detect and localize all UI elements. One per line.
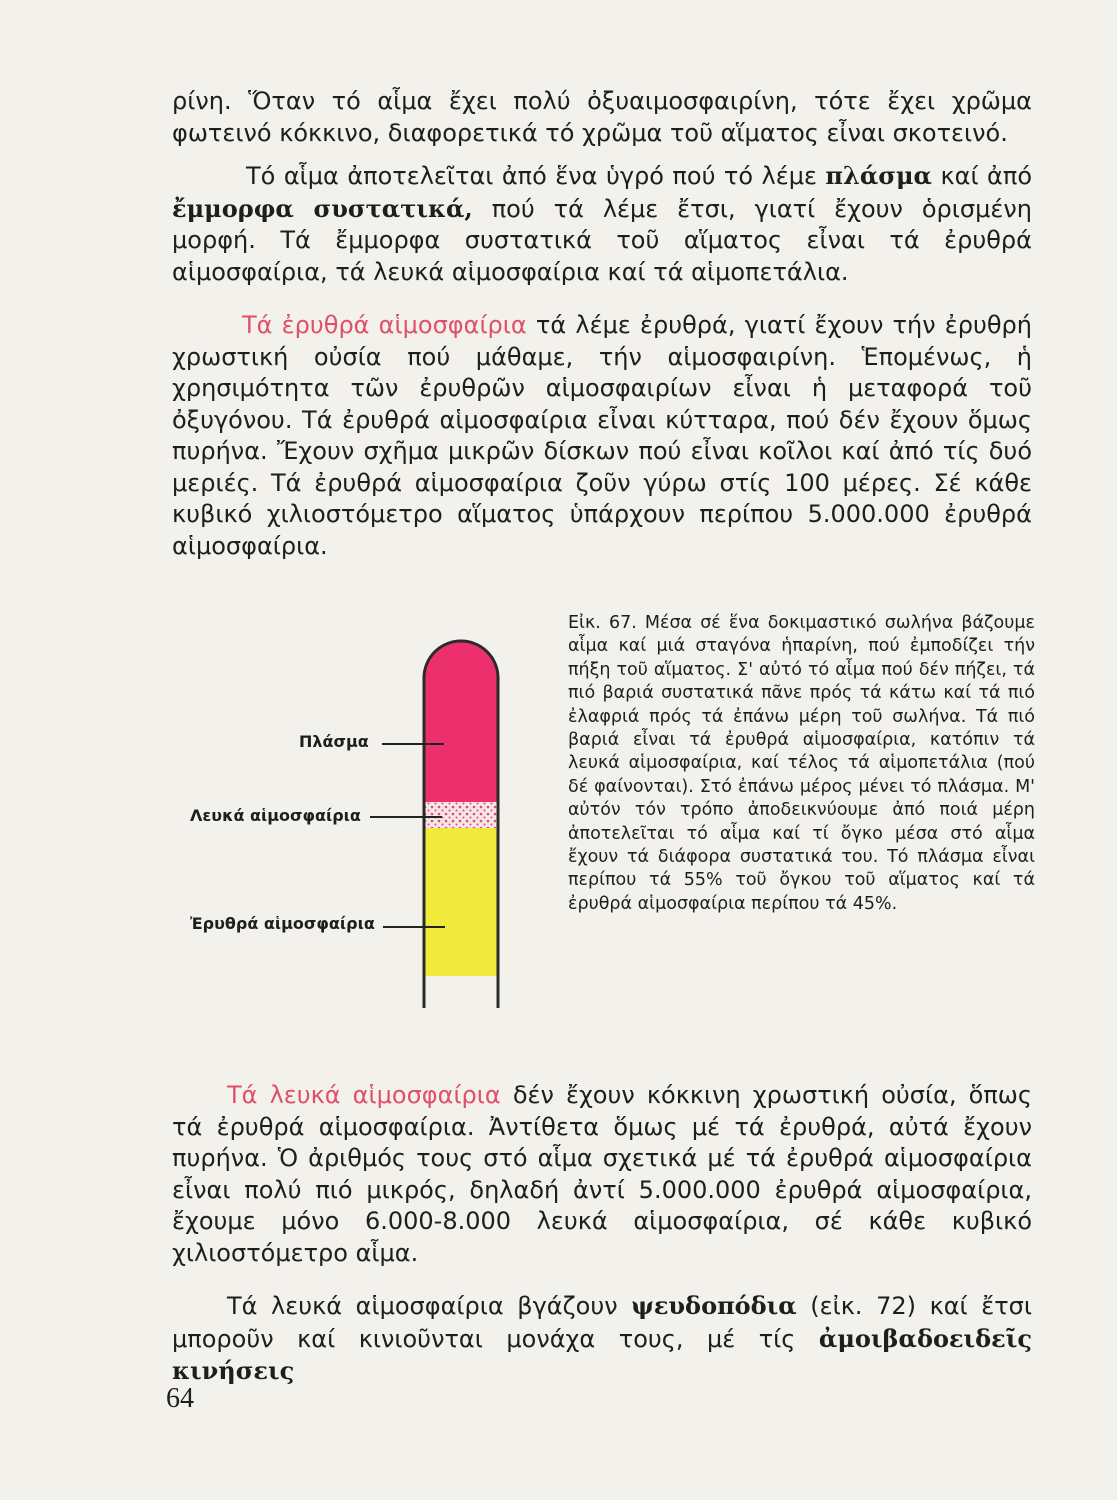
heading-white-blood-cells: Τά λευκά αἱμοσφαίρια <box>227 1081 501 1109</box>
paragraph-5-text-a: Τά λευκά αἱμοσφαίρια βγάζουν <box>227 1292 632 1320</box>
term-amoeboid-movements: ἀμοιβαδοειδεῖς κινήσεις <box>172 1323 1032 1385</box>
page-number: 64 <box>166 1383 194 1414</box>
paragraph-1: ρίνη. Ὅταν τό αἷμα ἔχει πολύ ὀξυαιμοσφαιρίνη, τότε ἔχει χρῶμα φωτεινό κόκκινο, διαφορετικά τό χρῶμα τοῦ αἵματος εἶναι σκοτεινό. <box>172 87 1032 147</box>
paragraph-2 <box>172 160 1032 288</box>
paragraph-5-text-b: (εἰκ. 72) καί ἔτσι μποροῦν καί κινιοῦνται μονάχα τους, μέ τίς <box>172 1292 1032 1353</box>
paragraph-2-text-a: Τό αἷμα ἀποτελεῖται ἀπό ἕνα ὑγρό πού τό λέμε <box>246 162 826 190</box>
term-formed-elements: ἔμμορφα συστατικά, <box>172 193 473 223</box>
leader-red-cells <box>383 926 445 928</box>
term-pseudopodia: ψευδοπόδια <box>631 1291 797 1320</box>
paragraph-4-text: δέν ἔχουν κόκκινη χρωστική οὐσία, ὅπως τά ἐρυθρά αἱμοσφαίρια. Ἀντίθετα ὅμως μέ τά ἐρυθρά, αὐτά ἔχουν πυρήνα. Ὁ ἀριθμός τους στό αἷμα σχετικά μέ τά ἐρυθρά αἱμοσφαίρια εἶναι πολύ πιό μικρός, δηλαδή ἀντί 5.000.000 ἐρυθρά αἱμοσφαίρια, ἔχουμε μόνο 6.000-8.000 λευκά αἱμοσφαίρια, σέ κάθε κυβικό χιλιοστόμετρο αἷμα. <box>172 1081 1032 1267</box>
heading-red-blood-cells: Τά ἐρυθρά αἱμοσφαίρια <box>242 311 527 339</box>
test-tube-diagram <box>416 630 506 1010</box>
paragraph-2-text-c: πού τά λέμε ἔτσι, γιατί ἔχουν ὁρισμένη μορφή. Τά ἔμμορφα συστατικά τοῦ αἵματος εἶναι τά ἐρυθρά αἱμοσφαίρια, τά λευκά αἱμοσφαίρια καί τά αἱμοπετάλια. <box>172 194 1032 286</box>
white-cells-layer <box>416 802 506 828</box>
paragraph-3 <box>172 310 1032 562</box>
paragraph-3-text: τά λέμε ἐρυθρά, γιατί ἔχουν τήν ἐρυθρή χρωστική οὐσία πού μάθαμε, τήν αἱμοσφαιρίνη. Ἑπομένως, ἡ χρησιμότητα τῶν ἐρυθρῶν αἱμοσφαιρίων εἶναι ἡ μεταφορά τοῦ ὀξυγόνου. Τά ἐρυθρά αἱμοσφαίρια εἶναι κύτταρα, πού δέν ἔχουν ὅμως πυρήνα. Ἔχουν σχῆμα μικρῶν δίσκων πού εἶναι κοῖλοι καί ἀπό τίς δυό μεριές. Τά ἐρυθρά αἱμοσφαίρια ζοῦν γύρω στίς 100 μέρες. Σέ κάθε κυβικό χιλιοστόμετρο αἵματος ὑπάρχουν περίπου 5.000.000 ἐρυθρά αἱμοσφαίρια. <box>172 311 1033 560</box>
red-cells-layer <box>416 828 506 976</box>
paragraph-4 <box>172 1080 1032 1269</box>
label-plasma: Πλάσμα <box>299 732 369 751</box>
paragraph-5 <box>172 1290 1032 1388</box>
paragraph-2-text-b: καί ἀπό <box>932 162 1032 190</box>
figure-caption: Εἰκ. 67. Μέσα σέ ἕνα δοκιμαστικό σωλήνα βάζουμε αἷμα καί μιά σταγόνα ἡπαρίνη, πού ἐμποδίζει τήν πήξη τοῦ αἵματος. Σ' αὐτό τό αἷμα πού δέν πήζει, τά πιό βαριά συστατικά πᾶνε πρός τά κάτω καί τά πιό ἐλαφριά πρός τά ἐπάνω μέρη τοῦ σωλήνα. Τά πιό βαριά εἶναι τά ἐρυθρά αἱμοσφαίρια, κατόπιν τά λευκά αἱμοσφαίρια, καί τέλος τά αἱμοπετάλια (πού δέ φαίνονται). Στό ἐπάνω μέρος μένει τό πλάσμα. Μ' αὐτόν τόν τρόπο ἀποδεικνύουμε ἀπό ποιά μέρη ἀποτελεῖται τό αἷμα καί τί ὄγκο μέσα στό αἷμα ἔχουν τά διάφορα συστατικά του. Τό πλάσμα εἶναι περίπου τά 55% τοῦ ὄγκου τοῦ αἵματος καί τά ἐρυθρά αἱμοσφαίρια περίπου τά 45%. <box>568 613 1035 914</box>
leader-plasma <box>382 743 444 745</box>
label-red-cells: Ἐρυθρά αἱμοσφαίρια <box>190 914 375 933</box>
leader-white-cells <box>370 816 442 818</box>
label-white-cells: Λευκά αἱμοσφαίρια <box>190 806 361 825</box>
term-plasma: πλάσμα <box>825 161 933 190</box>
